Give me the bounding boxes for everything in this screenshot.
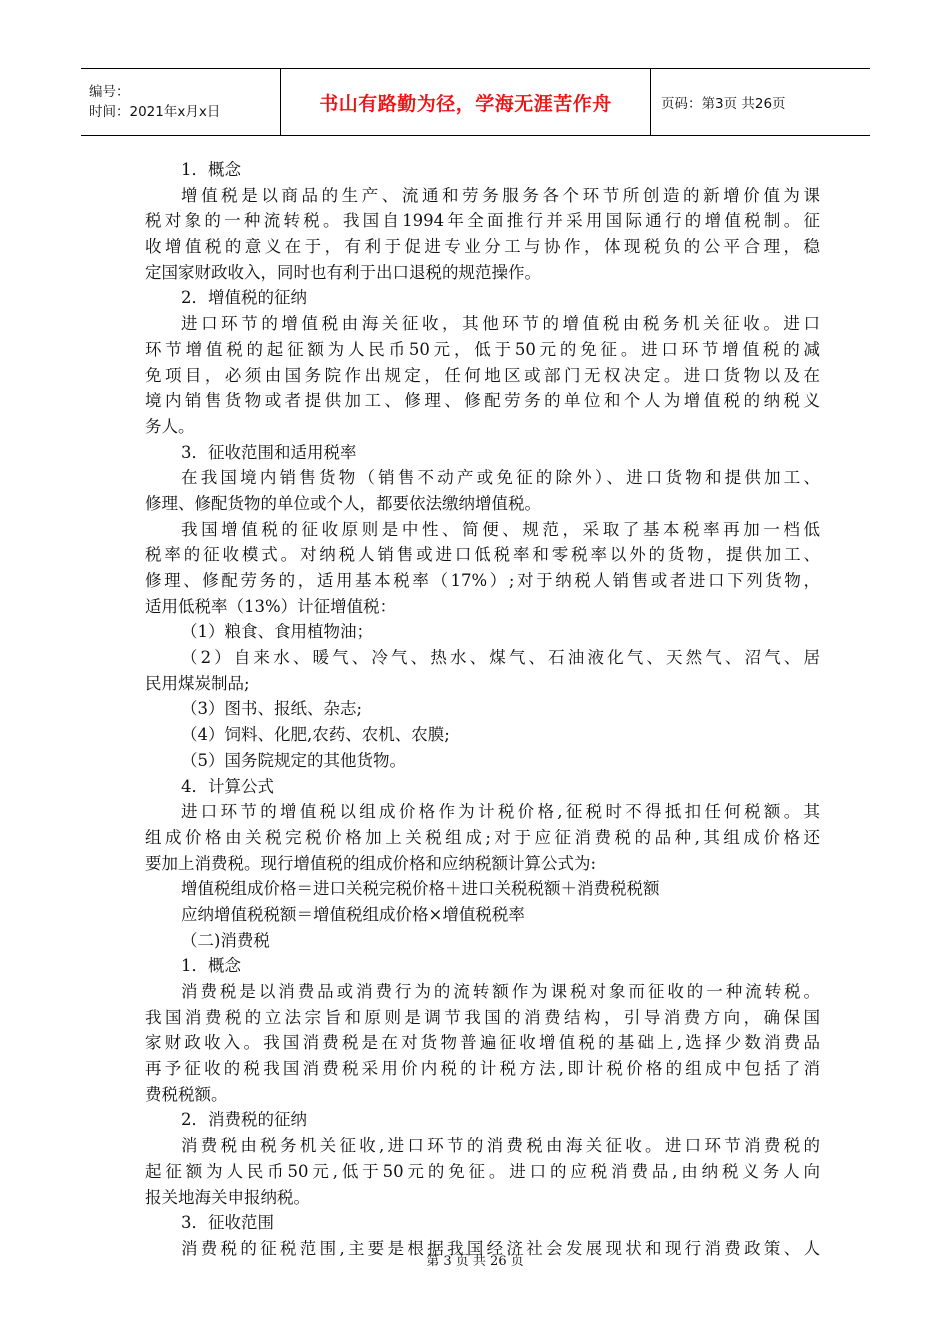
text-line: 增值税组成价格＝进口关税完税价格＋进口关税税额＋消费税税额 [181, 879, 660, 899]
document-date-label: 时间：2021年x月x日 [89, 104, 221, 120]
header-motto: 书山有路勤为径，学海无涯苦作舟 [319, 92, 612, 115]
text-line: 税对象的一种流转税。我国自1994年全面推行并采用国际通行的增值税制。征 [145, 211, 820, 231]
text-line: 2．消费税的征纳 [181, 1110, 307, 1130]
text-line: 4．计算公式 [181, 776, 274, 796]
text-line: 再予征收的税我国消费税采用价内税的计税方法,即计税价格的组成中包括了消 [145, 1059, 820, 1079]
document-body [145, 157, 820, 1262]
text-line: 1．概念 [181, 160, 241, 179]
text-line: （4）饲料、化肥,农药、农机、农膜; [181, 725, 450, 745]
text-line: （3）图书、报纸、杂志; [181, 699, 363, 719]
text-line: 组成价格由关税完税价格加上关税组成;对于应征消费税的品种,其组成价格还 [145, 827, 820, 847]
text-line: 进口环节的增值税以组成价格作为计税价格,征税时不得抵扣任何税额。其 [181, 802, 820, 822]
text-line: 消费税由税务机关征收,进口环节的消费税由海关征收。进口环节消费税的 [181, 1136, 820, 1156]
page-footer: 第 3 页 共 26 页 [426, 1254, 524, 1269]
text-line: 境内销售货物或者提供加工、修理、修配劳务的单位和个人为增值税的纳税义 [145, 391, 820, 411]
text-line: 2．增值税的征纳 [181, 288, 307, 308]
header-page-info-cell [651, 69, 870, 135]
text-line: 家财政收入。我国消费税是在对货物普遍征收增值税的基础上,选择少数消费品 [145, 1033, 820, 1053]
text-line: 起征额为人民币50元,低于50元的免征。进口的应税消费品,由纳税义务人向 [145, 1161, 820, 1181]
text-line: （2）自来水、暖气、冷气、热水、煤气、石油液化气、天然气、沼气、居 [181, 648, 820, 668]
page-header [81, 68, 870, 136]
text-line: 报关地海关申报纳税。 [145, 1187, 310, 1207]
text-line: 务人。 [145, 416, 195, 436]
header-meta [81, 69, 281, 135]
text-line: 进口环节的增值税由海关征收，其他环节的增值税由税务机关征收。进口 [181, 314, 820, 334]
text-line: 修理、修配劳务的，适用基本税率（17%）;对于纳税人销售或者进口下列货物， [145, 571, 820, 590]
text-line: 我国消费税的立法宗旨和原则是调节我国的消费结构，引导消费方向，确保国 [145, 1007, 820, 1027]
text-line: 我国增值税的征收原则是中性、简便、规范，采取了基本税率再加一档低 [181, 519, 820, 539]
text-line: 费税税额。 [145, 1084, 228, 1104]
text-line: 1．概念 [181, 956, 241, 976]
text-line: 适用低税率（13%）计征增值税： [145, 596, 397, 616]
text-line: 3．征收范围和适用税率 [181, 442, 357, 462]
text-line: （二)消费税 [181, 930, 270, 950]
text-line: 免项目，必须由国务院作出规定，任何地区或部门无权决定。进口货物以及在 [145, 365, 820, 385]
text-line: （5）国务院规定的其他货物。 [181, 750, 406, 770]
text-line: 收增值税的意义在于，有利于促进专业分工与协作，体现税负的公平合理，稳 [145, 237, 820, 257]
text-line: 3．征收范围 [181, 1213, 274, 1233]
header-motto-cell [281, 69, 651, 135]
text-line: 修理、修配货物的单位或个人，都要依法缴纳增值税。 [145, 493, 541, 513]
text-line: 要加上消费税。现行增值税的组成价格和应纳税额计算公式为: [145, 853, 597, 873]
document-number-label: 编号： [89, 84, 130, 100]
text-line: 消费税是以消费品或消费行为的流转额作为课税对象而征收的一种流转税。 [181, 982, 820, 1001]
text-line: 民用煤炭制品; [145, 673, 250, 693]
text-line: （1）粮食、食用植物油； [181, 622, 373, 642]
text-line: 定国家财政收入，同时也有利于出口退税的规范操作。 [145, 262, 541, 282]
text-line: 在我国境内销售货物（销售不动产或免征的除外）、进口货物和提供加工、 [181, 468, 820, 488]
text-line: 应纳增值税税额＝增值税组成价格×增值税税率 [181, 904, 525, 924]
header-page-info: 页码：第3页 共26页 [661, 96, 786, 112]
text-line: 环节增值税的起征额为人民币50元，低于50元的免征。进口环节增值税的减 [145, 339, 820, 359]
text-line: 消费税的征税范围,主要是根据我国经济社会发展现状和现行消费政策、人 [181, 1238, 820, 1258]
text-line: 增值税是以商品的生产、流通和劳务服务各个环节所创造的新增价值为课 [181, 185, 820, 205]
text-line: 税率的征收模式。对纳税人销售或进口低税率和零税率以外的货物，提供加工、 [145, 545, 820, 565]
